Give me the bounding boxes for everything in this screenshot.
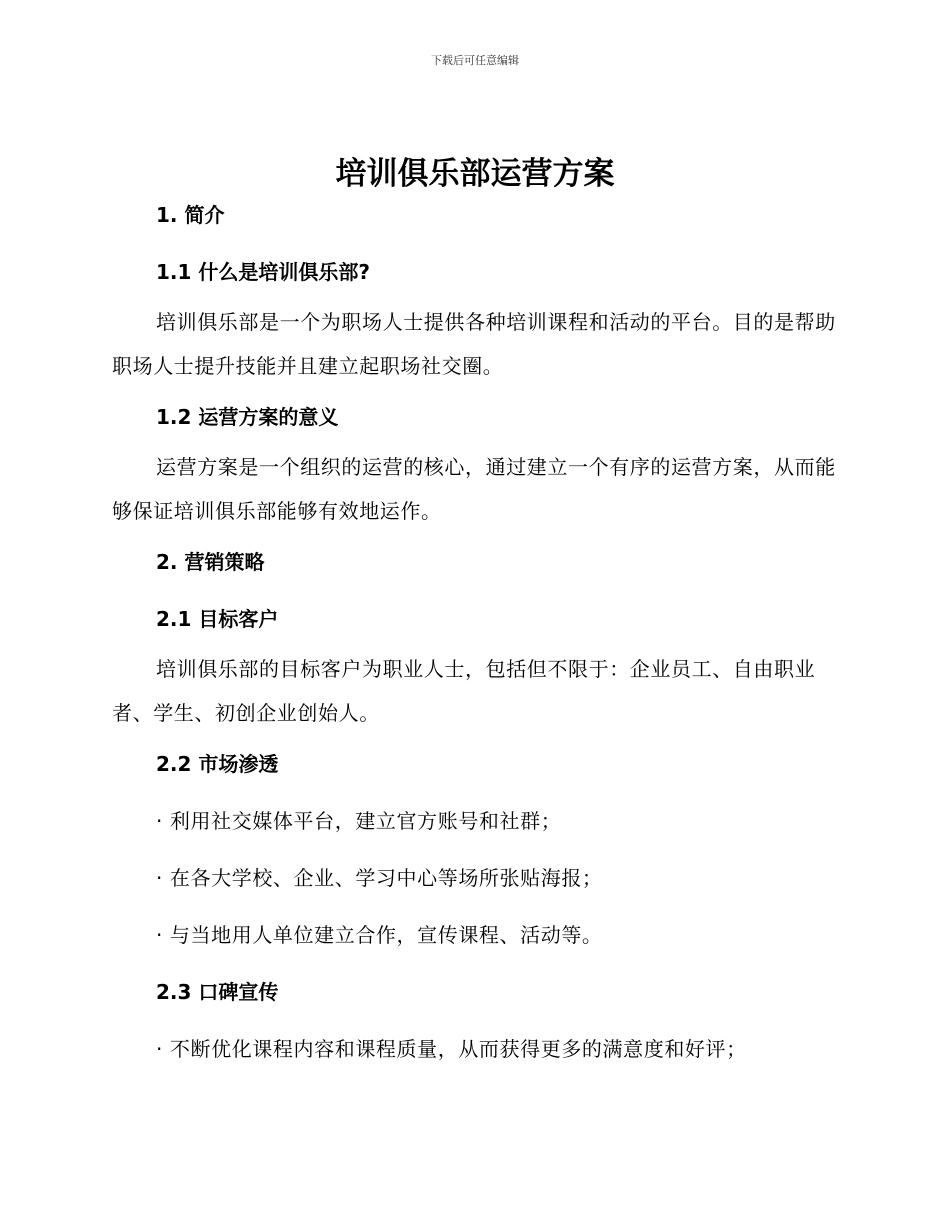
- list-item: · 与当地用人单位建立合作，宣传课程、活动等。: [156, 923, 603, 947]
- section-1-2-paragraph: 运营方案是一个组织的运营的核心，通过建立一个有序的运营方案，从而能够保证培训俱乐部能够有效地运作。: [112, 455, 836, 523]
- section-2-1-paragraph: 培训俱乐部的目标客户为职业人士，包括但不限于：企业员工、自由职业者、学生、初创企业创始人。: [112, 657, 816, 725]
- section-1-1-heading: 1.1 什么是培训俱乐部?: [156, 260, 370, 284]
- document-body: [112, 200, 836, 1064]
- list-item: · 在各大学校、企业、学习中心等场所张贴海报；: [156, 866, 603, 890]
- section-2-3-heading: 2.3 口碑宣传: [156, 980, 279, 1004]
- section-1-heading: 1. 简介: [156, 203, 225, 227]
- list-item: · 利用社交媒体平台，建立官方账号和社群；: [156, 809, 562, 833]
- section-2-1-heading: 2.1 目标客户: [156, 607, 279, 631]
- section-2-heading: 2. 营销策略: [156, 550, 265, 574]
- list-item: · 不断优化课程内容和课程质量，从而获得更多的满意度和好评；: [156, 1037, 747, 1061]
- section-1-1-paragraph: 培训俱乐部是一个为职场人士提供各种培训课程和活动的平台。目的是帮助职场人士提升技能并且建立起职场社交圈。: [112, 310, 836, 378]
- document-title: 培训俱乐部运营方案: [335, 156, 615, 192]
- page-header-note: 下载后可任意编辑: [431, 54, 519, 67]
- section-1-2-heading: 1.2 运营方案的意义: [156, 405, 339, 429]
- section-2-2-heading: 2.2 市场渗透: [156, 752, 279, 776]
